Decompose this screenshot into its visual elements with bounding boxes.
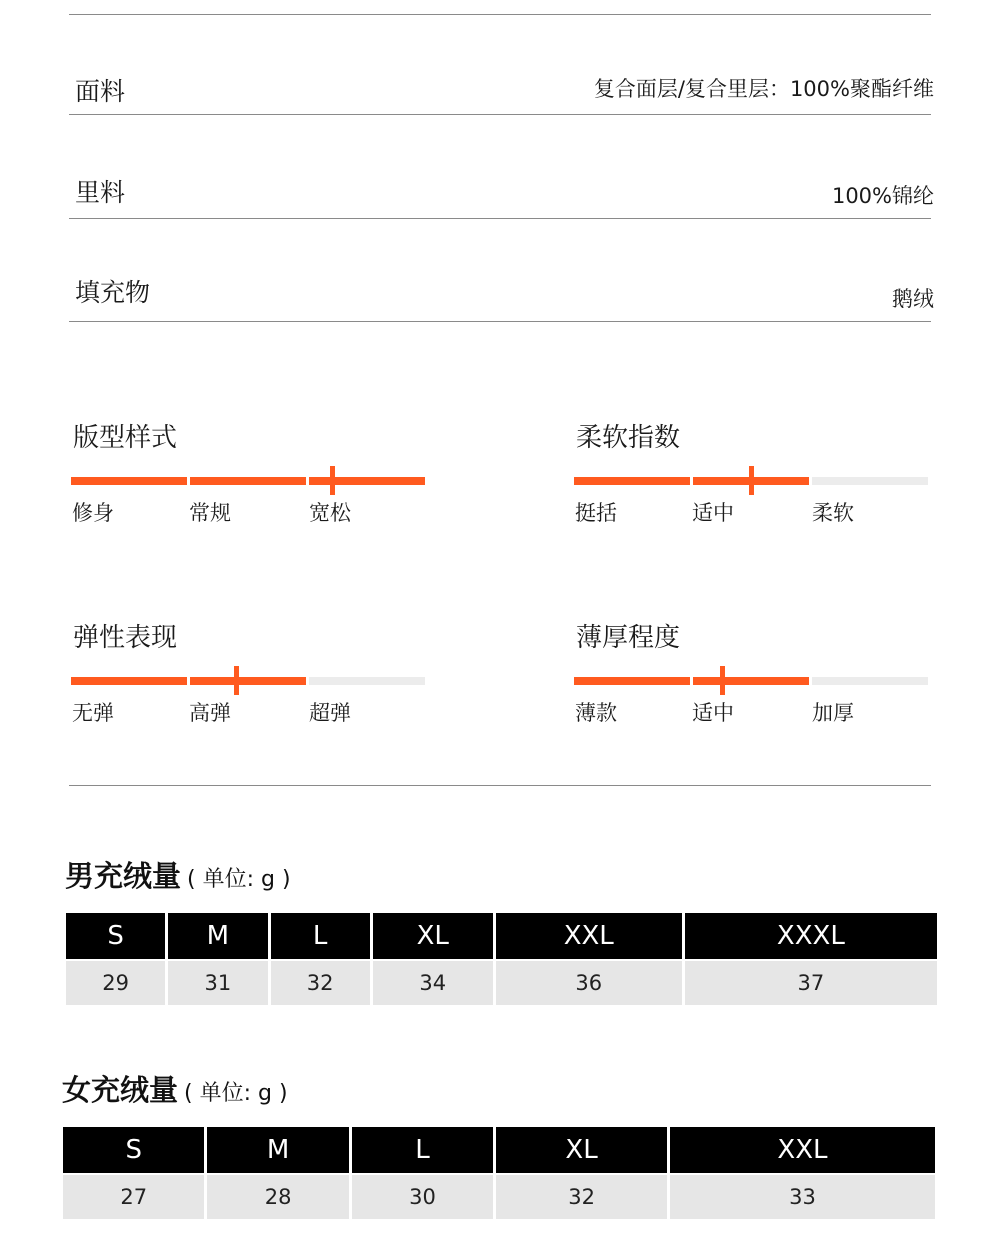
fill-value-cell: 32 xyxy=(496,1173,667,1219)
fill-value-cell: 27 xyxy=(63,1173,204,1219)
fill-value-cell: 32 xyxy=(271,959,370,1005)
attr-title: 弹性表现 xyxy=(73,623,178,653)
scale-segment xyxy=(574,477,690,485)
divider-2 xyxy=(69,218,931,219)
section-unit: ( 单位: g ) xyxy=(187,867,291,892)
scale-segment xyxy=(71,677,187,685)
attr-softness xyxy=(574,417,934,537)
fill-value-cell: 36 xyxy=(496,959,682,1005)
section-title: 女充绒量 xyxy=(62,1073,179,1107)
section-title: 男充绒量 xyxy=(65,859,182,893)
scale-option: 超弹 xyxy=(309,701,351,725)
material-label: 填充物 xyxy=(75,278,151,307)
size-header-cell: L xyxy=(271,913,370,959)
scale-option: 适中 xyxy=(692,701,734,725)
section-unit: ( 单位: g ) xyxy=(184,1081,288,1106)
scale-segment xyxy=(309,677,425,685)
scale-marker xyxy=(330,466,335,495)
size-header-cell: XXL xyxy=(670,1127,935,1173)
scale-segment xyxy=(309,477,425,485)
fill-value-cell: 29 xyxy=(66,959,165,1005)
divider-1 xyxy=(69,114,931,115)
scale-segment xyxy=(812,677,928,685)
scale-option: 薄款 xyxy=(575,701,617,725)
scale-segment xyxy=(812,477,928,485)
attr-fit xyxy=(71,417,431,537)
scale-option: 适中 xyxy=(692,501,734,525)
fill-value-cell: 33 xyxy=(670,1173,935,1219)
scale-option: 无弹 xyxy=(72,701,114,725)
scale-segment xyxy=(190,477,306,485)
table-row xyxy=(66,959,937,1005)
men-fill-table xyxy=(63,913,940,1005)
attr-title: 版型样式 xyxy=(73,423,178,453)
table-header-row xyxy=(66,913,937,959)
scale-option: 常规 xyxy=(189,501,231,525)
divider-3 xyxy=(69,321,931,322)
fill-value-cell: 34 xyxy=(373,959,493,1005)
scale-segment xyxy=(574,677,690,685)
scale-marker xyxy=(749,466,754,495)
size-header-cell: XL xyxy=(496,1127,667,1173)
scale-option: 高弹 xyxy=(189,701,231,725)
scale-marker xyxy=(720,666,725,695)
size-header-cell: XXL xyxy=(496,913,682,959)
material-label: 里料 xyxy=(75,178,126,207)
scale-option: 柔软 xyxy=(812,501,854,525)
fill-value-cell: 30 xyxy=(352,1173,493,1219)
scale-option: 加厚 xyxy=(812,701,854,725)
scale-segment xyxy=(693,677,809,685)
attr-title: 柔软指数 xyxy=(576,423,681,453)
size-header-cell: S xyxy=(63,1127,204,1173)
women-fill-heading xyxy=(62,1068,288,1109)
material-label: 面料 xyxy=(75,77,126,106)
table-row xyxy=(63,1173,935,1219)
women-fill-table xyxy=(60,1127,938,1219)
size-header-cell: XL xyxy=(373,913,493,959)
fill-value-cell: 31 xyxy=(168,959,267,1005)
scale-option: 挺括 xyxy=(575,501,617,525)
size-header-cell: S xyxy=(66,913,165,959)
material-value: 复合面层/复合里层：100%聚酯纤维 xyxy=(593,77,934,101)
size-header-cell: M xyxy=(168,913,267,959)
scale-marker xyxy=(234,666,239,695)
attr-elasticity xyxy=(71,617,431,737)
fill-value-cell: 37 xyxy=(685,959,937,1005)
size-header-cell: L xyxy=(352,1127,493,1173)
divider-4 xyxy=(69,785,931,786)
scale-segment xyxy=(71,477,187,485)
size-header-cell: XXXL xyxy=(685,913,937,959)
table-header-row xyxy=(63,1127,935,1173)
scale-segment xyxy=(190,677,306,685)
scale-option: 宽松 xyxy=(309,501,351,525)
material-value: 鹅绒 xyxy=(892,287,934,311)
divider-top xyxy=(69,14,931,15)
men-fill-heading xyxy=(65,854,291,895)
material-value: 100%锦纶 xyxy=(831,184,934,208)
fill-value-cell: 28 xyxy=(207,1173,348,1219)
attr-title: 薄厚程度 xyxy=(576,623,681,653)
attr-thickness xyxy=(574,617,934,737)
size-header-cell: M xyxy=(207,1127,348,1173)
scale-option: 修身 xyxy=(72,501,114,525)
